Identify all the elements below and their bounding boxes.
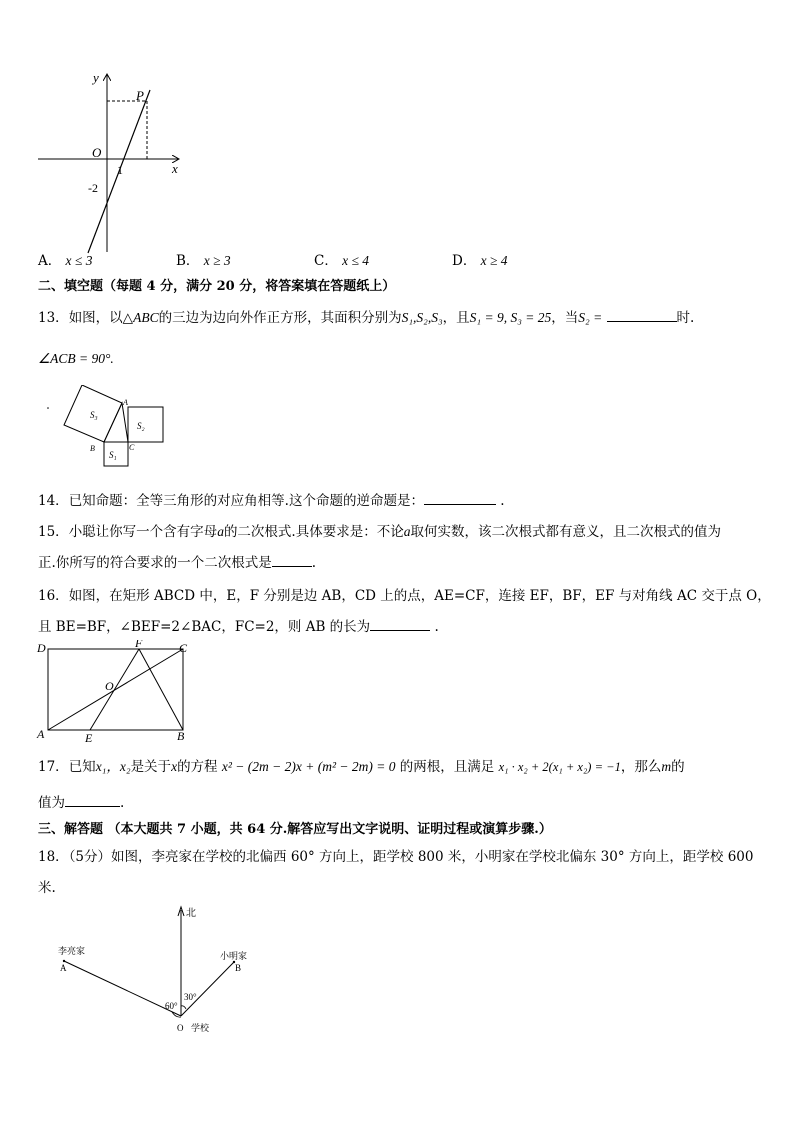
q18-figure [50, 898, 270, 1038]
b-label: B [90, 444, 95, 453]
segment-bf [139, 649, 183, 730]
f-label: F [135, 640, 143, 650]
q17-line1: 17．已知x₁，x₂是关于x的方程 x² − (2m − 2)x + (m² − 2m) = 0 的两根，且满足 x₁ · x₂ + 2(x₁ + x₂) = −1，那么m的 [38, 759, 685, 775]
q14-text: 14．已知命题：全等三角形的对应角相等.这个命题的逆命题是： . [38, 493, 505, 509]
option-a[interactable]: A． x ≤ 3 [38, 253, 93, 269]
q16-line2: 且 BE=BF，∠BEF=2∠BAC，FC=2，则 AB 的长为 . [38, 619, 439, 635]
s3-label: S₃ [90, 410, 98, 420]
li-home-label: 李亮家 [58, 947, 86, 957]
q15-answer-blank[interactable] [272, 554, 312, 567]
q15-line1: 15．小聪让你写一个含有字母a的二次根式.具体要求是：不论a取何实数，该二次根式都有意义，且二次根式的值为 [38, 524, 721, 540]
stray-dot [47, 407, 49, 409]
c-label: C [179, 641, 188, 655]
q14-answer-blank[interactable] [424, 492, 496, 505]
p-label: P [136, 88, 144, 103]
angle-60-label: 60° [165, 1001, 178, 1011]
option-d[interactable]: D． x ≥ 4 [452, 253, 508, 269]
q16-answer-blank[interactable] [370, 618, 430, 631]
o-label: O [105, 679, 114, 693]
a-label: A [37, 727, 45, 741]
option-c[interactable]: C． x ≤ 4 [314, 253, 370, 269]
q18-line2: 米. [38, 880, 56, 896]
diagonal-ac [48, 649, 183, 730]
point-a [63, 960, 65, 962]
q18-line1: 18．（5分）如图，李亮家在学校的北偏西 60° 方向上，距学校 800 米，小明家在学校北偏东 30° 方向上，距学校 600 [38, 849, 754, 865]
section3-heading: 三、解答题 （本大题共 7 小题，共 64 分.解答应写出文字说明、证明过程或演算步骤.） [38, 822, 552, 837]
s1-label: S₁ [109, 450, 117, 460]
q13-angle: ∠ACB = 90°. [38, 351, 114, 366]
o-label: O [177, 1023, 184, 1033]
q15-line2: 正.你所写的符合要求的一个二次根式是 . [38, 555, 317, 571]
school-label: 学校 [191, 1024, 210, 1034]
segment-ef [90, 649, 139, 730]
x-tick-label: 1 [117, 163, 123, 177]
square-s2 [128, 407, 163, 442]
xm-home-label: 小明家 [220, 952, 248, 962]
option-b[interactable]: B． x ≥ 3 [176, 253, 231, 269]
c-label: C [129, 443, 135, 452]
angle-arc-30 [181, 1006, 186, 1009]
angle-30-label: 30° [184, 992, 197, 1002]
e-label: E [85, 731, 93, 744]
triangle-abc [104, 403, 128, 442]
b-label: B [177, 729, 185, 743]
section2-heading: 二、填空题（每题 4 分，满分 20 分，将答案填在答题纸上） [38, 279, 396, 294]
s2-label: S₂ [137, 421, 145, 431]
q17-line2: 值为 . [38, 795, 125, 811]
line-ob [181, 962, 234, 1016]
a-label: A [123, 398, 128, 407]
b-label: B [235, 963, 242, 973]
d-label: D [37, 641, 46, 655]
q12-graph [30, 70, 190, 260]
origin-label: O [92, 145, 102, 160]
q16-line1: 16．如图，在矩形 ABCD 中，E，F 分别是边 AB，CD 上的点，AE=CF，连接 EF，BF，EF 与对角线 AC 交于点 O， [38, 588, 771, 604]
y-tick-label: -2 [88, 181, 98, 195]
q16-figure [36, 640, 196, 744]
a-label: A [60, 963, 67, 973]
y-label: y [93, 70, 99, 85]
q13-figure [44, 385, 174, 475]
line-oa [64, 961, 181, 1016]
north-label: 北 [186, 908, 196, 919]
q17-answer-blank[interactable] [65, 794, 120, 807]
q13-answer-blank[interactable] [607, 309, 677, 322]
q13-text: 13．如图，以△ABC的三边为边向外作正方形，其面积分别为S₁,S₂,S₃，且S₁ = 9, S₃ = 25，当S₂ = 时. [38, 310, 695, 326]
x-label: x [172, 161, 178, 176]
